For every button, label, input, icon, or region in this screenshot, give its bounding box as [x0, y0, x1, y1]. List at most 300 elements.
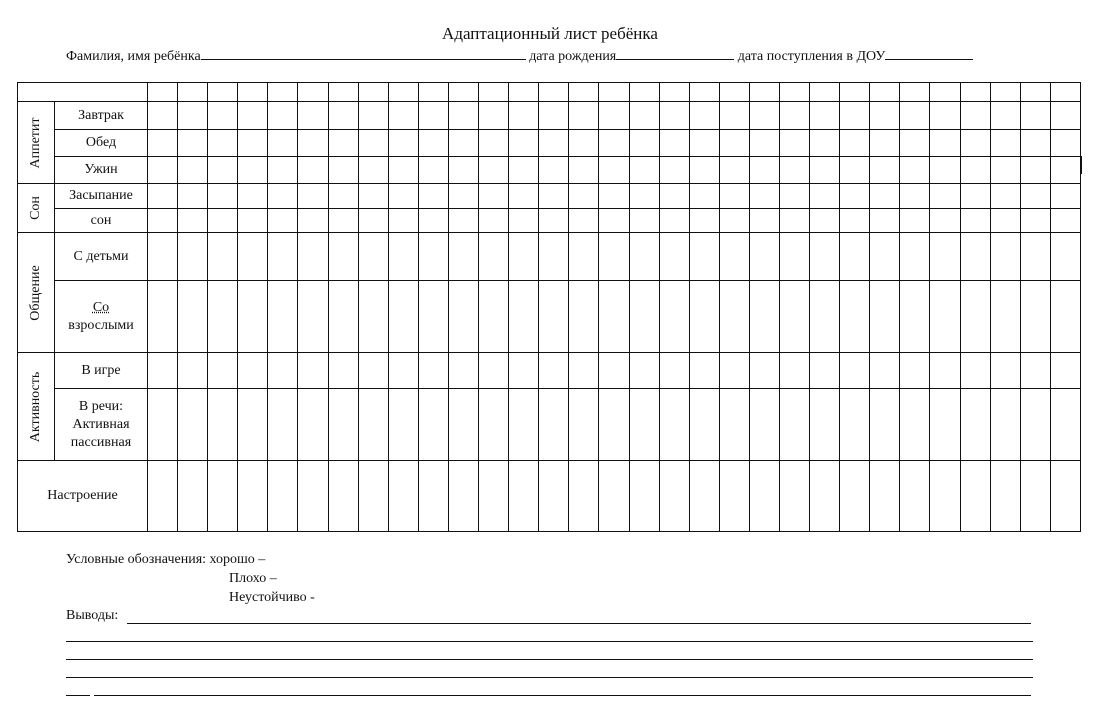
- with-children-day-cell[interactable]: [599, 233, 629, 281]
- in-play-day-cell[interactable]: [148, 353, 178, 389]
- speech-day-cell[interactable]: [659, 389, 689, 461]
- with-adults-day-cell[interactable]: [749, 281, 779, 353]
- breakfast-day-cell[interactable]: [358, 102, 388, 130]
- with-children-day-cell[interactable]: [719, 233, 749, 281]
- breakfast-day-cell[interactable]: [840, 102, 870, 130]
- sleep-day-cell[interactable]: [238, 209, 268, 233]
- sleep-day-cell[interactable]: [810, 209, 840, 233]
- lunch-day-cell[interactable]: [148, 130, 178, 157]
- breakfast-day-cell[interactable]: [719, 102, 749, 130]
- lunch-day-cell[interactable]: [689, 130, 719, 157]
- falling-asleep-day-cell[interactable]: [418, 184, 448, 209]
- mood-day-cell[interactable]: [749, 461, 779, 532]
- speech-day-cell[interactable]: [298, 389, 328, 461]
- falling-asleep-day-cell[interactable]: [238, 184, 268, 209]
- dinner-day-cell[interactable]: [208, 157, 238, 184]
- mood-day-cell[interactable]: [599, 461, 629, 532]
- lunch-day-cell[interactable]: [418, 130, 448, 157]
- sleep-day-cell[interactable]: [659, 209, 689, 233]
- with-children-day-cell[interactable]: [448, 233, 478, 281]
- sleep-day-cell[interactable]: [719, 209, 749, 233]
- dinner-day-cell[interactable]: [1020, 157, 1050, 184]
- dinner-day-cell[interactable]: [900, 157, 930, 184]
- with-children-day-cell[interactable]: [358, 233, 388, 281]
- mood-day-cell[interactable]: [448, 461, 478, 532]
- with-adults-day-cell[interactable]: [418, 281, 448, 353]
- breakfast-day-cell[interactable]: [238, 102, 268, 130]
- in-play-day-cell[interactable]: [479, 353, 509, 389]
- lunch-day-cell[interactable]: [268, 130, 298, 157]
- with-children-day-cell[interactable]: [328, 233, 358, 281]
- dinner-day-cell[interactable]: [599, 157, 629, 184]
- breakfast-day-cell[interactable]: [870, 102, 900, 130]
- header-day-cell[interactable]: [358, 83, 388, 102]
- in-play-day-cell[interactable]: [298, 353, 328, 389]
- mood-day-cell[interactable]: [900, 461, 930, 532]
- falling-asleep-day-cell[interactable]: [298, 184, 328, 209]
- mood-day-cell[interactable]: [178, 461, 208, 532]
- header-day-cell[interactable]: [1050, 83, 1080, 102]
- header-day-cell[interactable]: [749, 83, 779, 102]
- header-day-cell[interactable]: [479, 83, 509, 102]
- header-day-cell[interactable]: [960, 83, 990, 102]
- header-day-cell[interactable]: [328, 83, 358, 102]
- in-play-day-cell[interactable]: [870, 353, 900, 389]
- mood-day-cell[interactable]: [238, 461, 268, 532]
- breakfast-day-cell[interactable]: [268, 102, 298, 130]
- speech-day-cell[interactable]: [178, 389, 208, 461]
- lunch-day-cell[interactable]: [509, 130, 539, 157]
- speech-day-cell[interactable]: [539, 389, 569, 461]
- with-adults-day-cell[interactable]: [569, 281, 599, 353]
- in-play-day-cell[interactable]: [208, 353, 238, 389]
- falling-asleep-day-cell[interactable]: [388, 184, 418, 209]
- sleep-day-cell[interactable]: [268, 209, 298, 233]
- breakfast-day-cell[interactable]: [509, 102, 539, 130]
- mood-day-cell[interactable]: [388, 461, 418, 532]
- in-play-day-cell[interactable]: [779, 353, 809, 389]
- lunch-day-cell[interactable]: [659, 130, 689, 157]
- dinner-day-cell[interactable]: [479, 157, 509, 184]
- dinner-day-cell[interactable]: [1050, 157, 1080, 184]
- with-adults-day-cell[interactable]: [148, 281, 178, 353]
- breakfast-day-cell[interactable]: [779, 102, 809, 130]
- sleep-day-cell[interactable]: [629, 209, 659, 233]
- mood-day-cell[interactable]: [418, 461, 448, 532]
- with-children-day-cell[interactable]: [479, 233, 509, 281]
- dinner-day-cell[interactable]: [629, 157, 659, 184]
- sleep-day-cell[interactable]: [870, 209, 900, 233]
- sleep-day-cell[interactable]: [448, 209, 478, 233]
- with-children-day-cell[interactable]: [629, 233, 659, 281]
- speech-day-cell[interactable]: [479, 389, 509, 461]
- with-adults-day-cell[interactable]: [779, 281, 809, 353]
- with-children-day-cell[interactable]: [810, 233, 840, 281]
- header-day-cell[interactable]: [298, 83, 328, 102]
- with-children-day-cell[interactable]: [749, 233, 779, 281]
- lunch-day-cell[interactable]: [749, 130, 779, 157]
- breakfast-day-cell[interactable]: [629, 102, 659, 130]
- dinner-day-cell[interactable]: [268, 157, 298, 184]
- mood-day-cell[interactable]: [1020, 461, 1050, 532]
- with-children-day-cell[interactable]: [509, 233, 539, 281]
- with-children-day-cell[interactable]: [268, 233, 298, 281]
- dinner-day-cell[interactable]: [840, 157, 870, 184]
- header-day-cell[interactable]: [900, 83, 930, 102]
- header-day-cell[interactable]: [659, 83, 689, 102]
- sleep-day-cell[interactable]: [689, 209, 719, 233]
- in-play-day-cell[interactable]: [539, 353, 569, 389]
- falling-asleep-day-cell[interactable]: [479, 184, 509, 209]
- with-adults-day-cell[interactable]: [840, 281, 870, 353]
- falling-asleep-day-cell[interactable]: [328, 184, 358, 209]
- header-day-cell[interactable]: [689, 83, 719, 102]
- falling-asleep-day-cell[interactable]: [719, 184, 749, 209]
- with-adults-day-cell[interactable]: [1050, 281, 1080, 353]
- header-day-cell[interactable]: [238, 83, 268, 102]
- with-children-day-cell[interactable]: [960, 233, 990, 281]
- dinner-day-cell[interactable]: [509, 157, 539, 184]
- admission-date-field[interactable]: [885, 47, 973, 60]
- speech-day-cell[interactable]: [870, 389, 900, 461]
- name-field[interactable]: [201, 47, 526, 60]
- in-play-day-cell[interactable]: [810, 353, 840, 389]
- dinner-day-cell[interactable]: [328, 157, 358, 184]
- in-play-day-cell[interactable]: [930, 353, 960, 389]
- conclusions-line-3[interactable]: [66, 659, 1033, 660]
- in-play-day-cell[interactable]: [1020, 353, 1050, 389]
- with-children-day-cell[interactable]: [1050, 233, 1080, 281]
- lunch-day-cell[interactable]: [930, 130, 960, 157]
- dinner-day-cell[interactable]: [990, 157, 1020, 184]
- breakfast-day-cell[interactable]: [900, 102, 930, 130]
- lunch-day-cell[interactable]: [539, 130, 569, 157]
- speech-day-cell[interactable]: [1020, 389, 1050, 461]
- sleep-day-cell[interactable]: [960, 209, 990, 233]
- conclusions-line-2[interactable]: [66, 641, 1033, 642]
- speech-day-cell[interactable]: [208, 389, 238, 461]
- header-day-cell[interactable]: [1020, 83, 1050, 102]
- with-adults-day-cell[interactable]: [659, 281, 689, 353]
- sleep-day-cell[interactable]: [749, 209, 779, 233]
- in-play-day-cell[interactable]: [268, 353, 298, 389]
- lunch-day-cell[interactable]: [1050, 130, 1080, 157]
- mood-day-cell[interactable]: [509, 461, 539, 532]
- mood-day-cell[interactable]: [810, 461, 840, 532]
- lunch-day-cell[interactable]: [629, 130, 659, 157]
- mood-day-cell[interactable]: [840, 461, 870, 532]
- falling-asleep-day-cell[interactable]: [689, 184, 719, 209]
- breakfast-day-cell[interactable]: [1020, 102, 1050, 130]
- header-day-cell[interactable]: [539, 83, 569, 102]
- lunch-day-cell[interactable]: [779, 130, 809, 157]
- mood-day-cell[interactable]: [1050, 461, 1080, 532]
- lunch-day-cell[interactable]: [810, 130, 840, 157]
- falling-asleep-day-cell[interactable]: [539, 184, 569, 209]
- with-adults-day-cell[interactable]: [448, 281, 478, 353]
- falling-asleep-day-cell[interactable]: [178, 184, 208, 209]
- mood-day-cell[interactable]: [148, 461, 178, 532]
- falling-asleep-day-cell[interactable]: [268, 184, 298, 209]
- mood-day-cell[interactable]: [629, 461, 659, 532]
- dinner-day-cell[interactable]: [418, 157, 448, 184]
- mood-day-cell[interactable]: [328, 461, 358, 532]
- in-play-day-cell[interactable]: [599, 353, 629, 389]
- sleep-day-cell[interactable]: [208, 209, 238, 233]
- sleep-day-cell[interactable]: [148, 209, 178, 233]
- breakfast-day-cell[interactable]: [810, 102, 840, 130]
- with-adults-day-cell[interactable]: [629, 281, 659, 353]
- speech-day-cell[interactable]: [148, 389, 178, 461]
- lunch-day-cell[interactable]: [569, 130, 599, 157]
- lunch-day-cell[interactable]: [388, 130, 418, 157]
- speech-day-cell[interactable]: [810, 389, 840, 461]
- sleep-day-cell[interactable]: [930, 209, 960, 233]
- breakfast-day-cell[interactable]: [418, 102, 448, 130]
- speech-day-cell[interactable]: [328, 389, 358, 461]
- lunch-day-cell[interactable]: [900, 130, 930, 157]
- breakfast-day-cell[interactable]: [539, 102, 569, 130]
- speech-day-cell[interactable]: [1050, 389, 1080, 461]
- falling-asleep-day-cell[interactable]: [960, 184, 990, 209]
- lunch-day-cell[interactable]: [328, 130, 358, 157]
- in-play-day-cell[interactable]: [1050, 353, 1080, 389]
- speech-day-cell[interactable]: [388, 389, 418, 461]
- header-day-cell[interactable]: [569, 83, 599, 102]
- with-children-day-cell[interactable]: [900, 233, 930, 281]
- falling-asleep-day-cell[interactable]: [749, 184, 779, 209]
- mood-day-cell[interactable]: [298, 461, 328, 532]
- speech-day-cell[interactable]: [930, 389, 960, 461]
- with-children-day-cell[interactable]: [870, 233, 900, 281]
- with-adults-day-cell[interactable]: [358, 281, 388, 353]
- sleep-day-cell[interactable]: [599, 209, 629, 233]
- in-play-day-cell[interactable]: [659, 353, 689, 389]
- with-children-day-cell[interactable]: [148, 233, 178, 281]
- header-day-cell[interactable]: [448, 83, 478, 102]
- in-play-day-cell[interactable]: [238, 353, 268, 389]
- sleep-day-cell[interactable]: [539, 209, 569, 233]
- dinner-day-cell[interactable]: [870, 157, 900, 184]
- header-day-cell[interactable]: [779, 83, 809, 102]
- dinner-day-cell[interactable]: [659, 157, 689, 184]
- falling-asleep-day-cell[interactable]: [599, 184, 629, 209]
- falling-asleep-day-cell[interactable]: [208, 184, 238, 209]
- header-day-cell[interactable]: [418, 83, 448, 102]
- speech-day-cell[interactable]: [719, 389, 749, 461]
- in-play-day-cell[interactable]: [448, 353, 478, 389]
- with-children-day-cell[interactable]: [539, 233, 569, 281]
- in-play-day-cell[interactable]: [840, 353, 870, 389]
- dinner-day-cell[interactable]: [779, 157, 809, 184]
- sleep-day-cell[interactable]: [990, 209, 1020, 233]
- falling-asleep-day-cell[interactable]: [840, 184, 870, 209]
- speech-day-cell[interactable]: [990, 389, 1020, 461]
- header-day-cell[interactable]: [810, 83, 840, 102]
- in-play-day-cell[interactable]: [328, 353, 358, 389]
- falling-asleep-day-cell[interactable]: [358, 184, 388, 209]
- dinner-day-cell[interactable]: [178, 157, 208, 184]
- breakfast-day-cell[interactable]: [569, 102, 599, 130]
- with-adults-day-cell[interactable]: [599, 281, 629, 353]
- breakfast-day-cell[interactable]: [479, 102, 509, 130]
- dinner-day-cell[interactable]: [238, 157, 268, 184]
- conclusions-line-5b[interactable]: [94, 695, 1031, 696]
- in-play-day-cell[interactable]: [178, 353, 208, 389]
- with-adults-day-cell[interactable]: [388, 281, 418, 353]
- falling-asleep-day-cell[interactable]: [448, 184, 478, 209]
- with-adults-day-cell[interactable]: [960, 281, 990, 353]
- mood-day-cell[interactable]: [719, 461, 749, 532]
- header-day-cell[interactable]: [840, 83, 870, 102]
- with-adults-day-cell[interactable]: [238, 281, 268, 353]
- in-play-day-cell[interactable]: [719, 353, 749, 389]
- mood-day-cell[interactable]: [930, 461, 960, 532]
- speech-day-cell[interactable]: [418, 389, 448, 461]
- birth-date-field[interactable]: [616, 47, 734, 60]
- in-play-day-cell[interactable]: [900, 353, 930, 389]
- speech-day-cell[interactable]: [238, 389, 268, 461]
- breakfast-day-cell[interactable]: [659, 102, 689, 130]
- mood-day-cell[interactable]: [659, 461, 689, 532]
- lunch-day-cell[interactable]: [1020, 130, 1050, 157]
- dinner-day-cell[interactable]: [539, 157, 569, 184]
- sleep-day-cell[interactable]: [779, 209, 809, 233]
- dinner-day-cell[interactable]: [930, 157, 960, 184]
- dinner-day-cell[interactable]: [689, 157, 719, 184]
- with-children-day-cell[interactable]: [930, 233, 960, 281]
- lunch-day-cell[interactable]: [990, 130, 1020, 157]
- with-adults-day-cell[interactable]: [298, 281, 328, 353]
- speech-day-cell[interactable]: [749, 389, 779, 461]
- sleep-day-cell[interactable]: [298, 209, 328, 233]
- mood-day-cell[interactable]: [268, 461, 298, 532]
- with-adults-day-cell[interactable]: [689, 281, 719, 353]
- lunch-day-cell[interactable]: [840, 130, 870, 157]
- header-day-cell[interactable]: [178, 83, 208, 102]
- mood-day-cell[interactable]: [689, 461, 719, 532]
- with-children-day-cell[interactable]: [659, 233, 689, 281]
- sleep-day-cell[interactable]: [388, 209, 418, 233]
- header-day-cell[interactable]: [148, 83, 178, 102]
- speech-day-cell[interactable]: [268, 389, 298, 461]
- header-day-cell[interactable]: [268, 83, 298, 102]
- dinner-day-cell[interactable]: [448, 157, 478, 184]
- with-adults-day-cell[interactable]: [870, 281, 900, 353]
- with-adults-day-cell[interactable]: [268, 281, 298, 353]
- speech-day-cell[interactable]: [448, 389, 478, 461]
- in-play-day-cell[interactable]: [569, 353, 599, 389]
- dinner-day-cell[interactable]: [358, 157, 388, 184]
- in-play-day-cell[interactable]: [388, 353, 418, 389]
- falling-asleep-day-cell[interactable]: [1050, 184, 1080, 209]
- speech-day-cell[interactable]: [779, 389, 809, 461]
- dinner-day-cell[interactable]: [148, 157, 178, 184]
- in-play-day-cell[interactable]: [749, 353, 779, 389]
- breakfast-day-cell[interactable]: [388, 102, 418, 130]
- with-children-day-cell[interactable]: [388, 233, 418, 281]
- breakfast-day-cell[interactable]: [448, 102, 478, 130]
- header-day-cell[interactable]: [208, 83, 238, 102]
- lunch-day-cell[interactable]: [178, 130, 208, 157]
- conclusions-line-1[interactable]: [127, 623, 1031, 624]
- breakfast-day-cell[interactable]: [208, 102, 238, 130]
- breakfast-day-cell[interactable]: [930, 102, 960, 130]
- with-children-day-cell[interactable]: [208, 233, 238, 281]
- in-play-day-cell[interactable]: [418, 353, 448, 389]
- falling-asleep-day-cell[interactable]: [870, 184, 900, 209]
- with-adults-day-cell[interactable]: [810, 281, 840, 353]
- with-children-day-cell[interactable]: [779, 233, 809, 281]
- mood-day-cell[interactable]: [479, 461, 509, 532]
- dinner-day-cell[interactable]: [719, 157, 749, 184]
- header-day-cell[interactable]: [870, 83, 900, 102]
- with-adults-day-cell[interactable]: [719, 281, 749, 353]
- with-children-day-cell[interactable]: [178, 233, 208, 281]
- speech-day-cell[interactable]: [900, 389, 930, 461]
- header-day-cell[interactable]: [509, 83, 539, 102]
- speech-day-cell[interactable]: [629, 389, 659, 461]
- dinner-day-cell[interactable]: [388, 157, 418, 184]
- lunch-day-cell[interactable]: [599, 130, 629, 157]
- dinner-day-cell[interactable]: [810, 157, 840, 184]
- speech-day-cell[interactable]: [840, 389, 870, 461]
- sleep-day-cell[interactable]: [1050, 209, 1080, 233]
- breakfast-day-cell[interactable]: [689, 102, 719, 130]
- with-children-day-cell[interactable]: [1020, 233, 1050, 281]
- dinner-day-cell[interactable]: [569, 157, 599, 184]
- falling-asleep-day-cell[interactable]: [900, 184, 930, 209]
- mood-day-cell[interactable]: [358, 461, 388, 532]
- falling-asleep-day-cell[interactable]: [779, 184, 809, 209]
- lunch-day-cell[interactable]: [960, 130, 990, 157]
- speech-day-cell[interactable]: [599, 389, 629, 461]
- conclusions-line-5a[interactable]: [66, 695, 90, 696]
- dinner-day-cell[interactable]: [960, 157, 990, 184]
- lunch-day-cell[interactable]: [448, 130, 478, 157]
- with-children-day-cell[interactable]: [298, 233, 328, 281]
- mood-day-cell[interactable]: [960, 461, 990, 532]
- falling-asleep-day-cell[interactable]: [629, 184, 659, 209]
- mood-day-cell[interactable]: [539, 461, 569, 532]
- in-play-day-cell[interactable]: [960, 353, 990, 389]
- sleep-day-cell[interactable]: [358, 209, 388, 233]
- header-day-cell[interactable]: [990, 83, 1020, 102]
- with-children-day-cell[interactable]: [418, 233, 448, 281]
- speech-day-cell[interactable]: [358, 389, 388, 461]
- dinner-day-cell[interactable]: [298, 157, 328, 184]
- with-adults-day-cell[interactable]: [900, 281, 930, 353]
- with-adults-day-cell[interactable]: [509, 281, 539, 353]
- falling-asleep-day-cell[interactable]: [810, 184, 840, 209]
- lunch-day-cell[interactable]: [298, 130, 328, 157]
- falling-asleep-day-cell[interactable]: [990, 184, 1020, 209]
- with-children-day-cell[interactable]: [569, 233, 599, 281]
- sleep-day-cell[interactable]: [479, 209, 509, 233]
- mood-day-cell[interactable]: [208, 461, 238, 532]
- speech-day-cell[interactable]: [689, 389, 719, 461]
- speech-day-cell[interactable]: [960, 389, 990, 461]
- in-play-day-cell[interactable]: [990, 353, 1020, 389]
- falling-asleep-day-cell[interactable]: [1020, 184, 1050, 209]
- breakfast-day-cell[interactable]: [1050, 102, 1080, 130]
- breakfast-day-cell[interactable]: [148, 102, 178, 130]
- mood-day-cell[interactable]: [569, 461, 599, 532]
- header-day-cell[interactable]: [930, 83, 960, 102]
- sleep-day-cell[interactable]: [328, 209, 358, 233]
- header-day-cell[interactable]: [719, 83, 749, 102]
- breakfast-day-cell[interactable]: [749, 102, 779, 130]
